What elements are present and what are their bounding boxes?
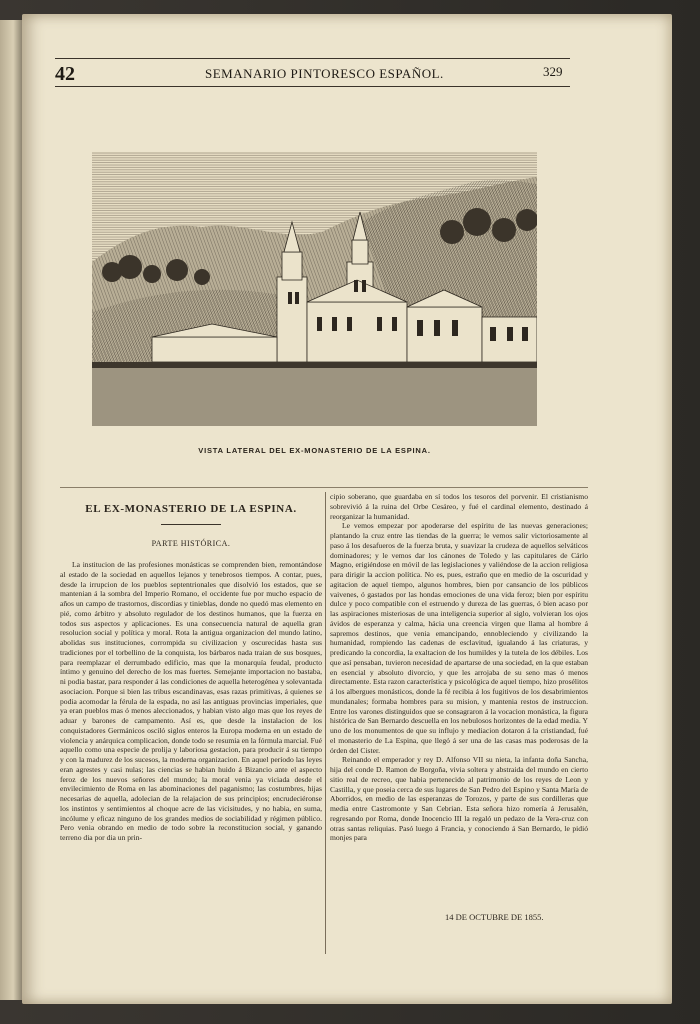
left-column [60, 492, 322, 843]
right-column [330, 492, 588, 843]
page-number: 329 [543, 64, 563, 79]
page-header [55, 58, 570, 88]
article-title: EL EX-MONASTERIO DE LA ESPINA. [85, 503, 297, 515]
issue-date: 14 DE OCTUBRE DE 1855. [445, 912, 544, 922]
section-title: PARTE HISTÓRICA. [151, 539, 231, 548]
column-divider [325, 492, 326, 954]
title-rule [161, 524, 221, 525]
previous-page-edge [0, 20, 22, 1000]
illustration-caption: VISTA LATERAL DEL EX-MONASTERIO DE LA ESPINA. [198, 446, 431, 455]
right-column-paragraph-3: Reinando el emperador y rey D. Alfonso VII su nieta, la infanta doña Sancha, hija del conde D. Ramon de Borgoña, vivia soltera y abstraida del mundo en cierto sitio real de recreo, que habia pertenecido al patrimonio de los reyes de Leon y Castilla, y que poseia cerca de sus lugares de San Pedro del Espino y Santa María de Aborridos, en medio de las esperanzas de Torozos, y parte de sus cordilleras que media entre Castromonte y San Cebrian. Esta señora hizo romería á Jerusalén, regresando por Roma, donde Inocencio III la regaló un pedazo de la Vera-cruz con otras santas reliquias. Pasó luego á Francia, y conociendo á San Bernardo, le pidió monjes para [330, 755, 588, 843]
monastery-engraving [92, 152, 537, 426]
left-column-text: La institucion de las profesiones monásticas se comprenden bien, remontándose al estado de la sociedad en aquellos lejanos y tenebrosos tiempos. A contar, pues, desde la irrupcion de los pueblos septentrionales que disolvió los estados, que se mantenian á la sombra del Imperio Romano, el occidente fue por mucho espacio de años un campo de trastornos, discordias y tinieblas, donde no quedó mas elemento en pié, como árbitro y absoluto regulador de los destinos humanos, que la fuerza en todos sus aspectos y aplicaciones. Es una consecuencia natural de aquella gran resolucion social y política y moral. Rota la antigua organizacion del mundo latino, abolidas sus instituciones, corrompida su civilizacion y oscurecidas hasta sus tradiciones por el torbellino de la conquista, los bárbaros nada traian de sus bosques, para reemplazar el derrumbado edificio, mas que la monarquía feudal, producto íntimo y genuino del derecho de los mas fuertes. Semejante importacion no bastaba, ni podia bastar, para responder á las condiciones de aquella heterogénea y solevantada asociacion. Porque si bien las tribus escandinavas, esas razas primitivas, á quienes se podia acomodar la férula de la espada, no así las antiguas provincias imperiales, que ya eran pueblos mas ó menos aleccionados, y habian visto algo mas que los reyes de aduar y barones de campamento. Así es, que desde la instalacion de los conquistadores Germánicos osciló siglos enteros la Europa moderna en un estado de violencia y anárquica complicacion, donde todo se resumia en la fórmula marcial. Fué aquello como una especie de prolija y laboriosa gestacion, para producir á su tiempo y con la madurez de los sucesos, la moderna organizacion. En aquel período las leyes eran agrestes y casi nulas; las ciencias se habian huido á Bizancio ante el aspecto feroz de los nuevos señores del mundo; la moral venia ya viciada desde el envilecimiento de Roma en las abominaciones del paganismo; las costumbres, hijas necesarias de aquella, adolecian de la relajacion de sus principios; encrudeciéronse los instintos y sentimientos al choque acre de las vicisitudes, y no habia, en suma, incólume y eficaz ninguno de los grandes medios de sociabilidad y régimen público. Pero venia obrando en medio de todo sobre la reconstitucion social, y ganando terreno dia por dia un prin- [60, 560, 322, 842]
journal-title: SEMANARIO PINTORESCO ESPAÑOL. [205, 66, 444, 81]
header-rule-top [55, 58, 570, 59]
header-rule-bottom [55, 86, 570, 87]
column-top-rule [60, 487, 588, 488]
right-column-continuation: cipio soberano, que guardaba en sí todos los tesoros del porvenir. El cristianismo sobrevivió á la ruina del Orbe Cesáreo, y fué el cardinal elemento, destinado á reorganizar la humanidad. [330, 492, 588, 521]
right-column-paragraph-2: Le vemos empezar por apoderarse del espíritu de las nuevas generaciones; plantando la cruz entre las tiendas de la guerra; le vemos salir victoriosamente al paso á los desafueros de la fuerza bruta, y suavizar la crudeza de aquellos selváticos dominadores; y le vemos dar los cánones de Toledo y las capitulares de Cárlo Magno, erigiéndose en móvil de las legislaciones y valiéndose de la accion religiosa para dirigir la accion política. No es, pues, estraño que en medio de la oscuridad y agitacion de aquel tiempo, algunos hombres, bien por cansancio de los públicos vaivenes, ó gastados por las hondas emociones de una vida feroz; bien por espíritu dulce y poco compatible con el estruendo y dureza de las guerras, ó bien acaso por las aspiraciones misteriosas de una inteligencia superior al siglo, volvieran los ojos ávidos de esperanza y calma, hácia una creencia virgen que llama al hombre á sapremos destinos, que venia emancipando, ennobleciendo y civilizando la humanidad, rompiendo las cadenas de esclavitud, igualando á las criaturas, y predicando la concordia, la exaltacion de los humildes y la tutela de los débiles. Los que así pensaban, tuvieron necesidad de apartarse de una sociedad, en la que estaban en esencial y absoluto divorcio, y que les arrojaba de su seno mas ó menos directamente. Esta razon característica y psicológica de aquel tiempo, hizo prosélitos á los albergues monásticos, donde la fé recibia á los fugitivos de los desabrimientos mundanales; formaba hombres para su mision, y mantenia restos de instruccion. Entre los varones distinguidos que se consagraron á la vocacion monástica, la figura histórica de San Bernardo descuella en los nebulosos horizontes de la edad media. Y uno de los monumentos de que su influjo y mediacion dotaron á la cristiandad, fué el monasterio de La Espina, que llegó á ser una de las casas mas poderosas de la órden del Cister. [330, 521, 588, 755]
issue-number: 42 [55, 63, 75, 85]
